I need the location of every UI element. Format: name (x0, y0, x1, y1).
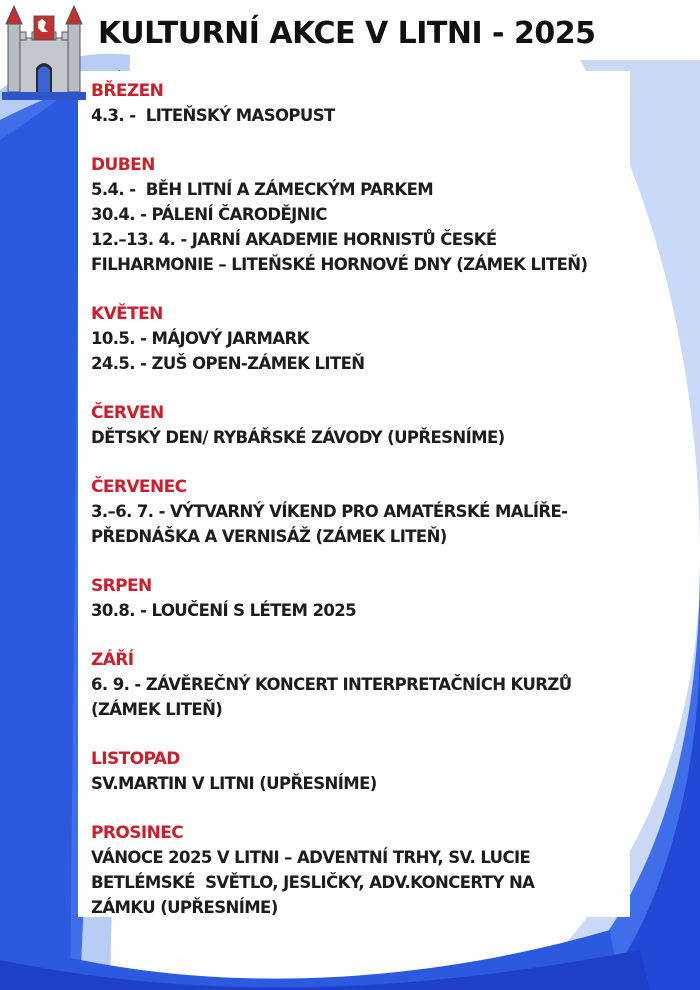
month-section (91, 574, 631, 623)
event-line: 30.4. - PÁLENÍ ČARODĚJNIC (91, 205, 327, 224)
event-line: 12.–13. 4. - JARNÍ AKADEMIE HORNISTŮ ČESKÉ (91, 230, 497, 249)
events-list (91, 79, 631, 945)
month-section (91, 153, 631, 277)
month-section (91, 648, 631, 722)
month-heading: ČERVENEC (91, 477, 187, 497)
month-heading: PROSINEC (91, 823, 184, 843)
month-heading: DUBEN (91, 155, 155, 175)
event-line: 30.8. - LOUČENÍ S LÉTEM 2025 (91, 601, 356, 620)
event-line: FILHARMONIE – LITEŇSKÉ HORNOVÉ DNY (ZÁMEK LITEŇ) (91, 255, 588, 274)
month-heading: BŘEZEN (91, 81, 164, 101)
event-line: PŘEDNÁŠKA A VERNISÁŽ (ZÁMEK LITEŇ) (91, 527, 447, 546)
month-heading: KVĚTEN (91, 304, 163, 324)
month-section (91, 401, 631, 450)
month-section (91, 302, 631, 376)
month-heading: ZÁŘÍ (91, 650, 134, 670)
month-heading: LISTOPAD (91, 749, 180, 769)
event-line: 4.3. - LITEŇSKÝ MASOPUST (91, 106, 335, 125)
month-section (91, 821, 631, 920)
event-line: VÁNOCE 2025 V LITNI – ADVENTNÍ TRHY, SV. LUCIE (91, 848, 531, 867)
month-heading: SRPEN (91, 576, 152, 596)
event-line: SV.MARTIN V LITNI (UPŘESNÍME) (91, 774, 377, 793)
event-line: 3.–6. 7. - VÝTVARNÝ VÍKEND PRO AMATÉRSKÉ MALÍŘE- (91, 502, 568, 521)
month-section (91, 475, 631, 549)
event-line: ZÁMKU (UPŘESNÍME) (91, 898, 278, 917)
page-title: KULTURNÍ AKCE V LITNI - 2025 (98, 16, 596, 51)
event-line: 5.4. - BĚH LITNÍ A ZÁMECKÝM PARKEM (91, 180, 434, 199)
month-section (91, 747, 631, 796)
event-line: (ZÁMEK LITEŇ) (91, 700, 223, 719)
month-heading: ČERVEN (91, 403, 164, 423)
event-line: 24.5. - ZUŠ OPEN-ZÁMEK LITEŇ (91, 354, 365, 373)
month-section (91, 79, 631, 128)
event-line: 6. 9. - ZÁVĚREČNÝ KONCERT INTERPRETAČNÍCH KURZŮ (91, 675, 572, 694)
event-line: 10.5. - MÁJOVÝ JARMARK (91, 329, 309, 348)
event-line: BETLÉMSKÉ SVĚTLO, JESLIČKY, ADV.KONCERTY NA (91, 873, 535, 892)
town-crest-castle-icon (2, 2, 86, 102)
event-line: DĚTSKÝ DEN/ RYBÁŘSKÉ ZÁVODY (UPŘESNÍME) (91, 428, 505, 447)
